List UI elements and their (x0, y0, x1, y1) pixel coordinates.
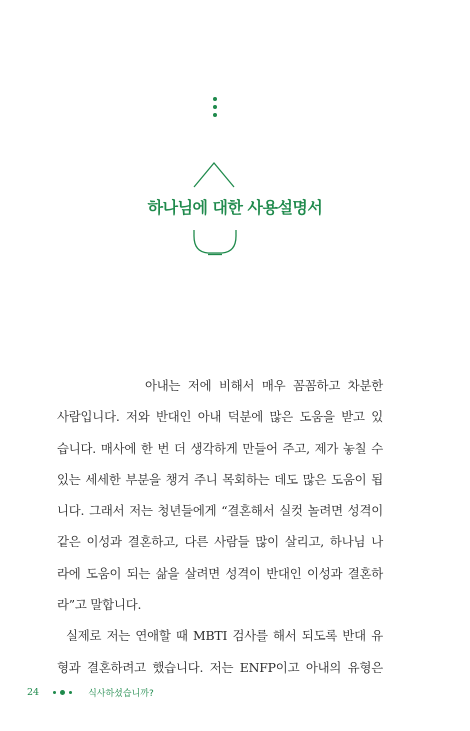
text-line: 아내는 저에 비해서 매우 꼼꼼하고 차분한 (145, 378, 383, 393)
text-line: 습니다. 매사에 한 번 더 생각하게 만들어 주고, 제가 놓칠 수 (57, 440, 383, 456)
page-footer (27, 685, 154, 699)
text-line: 라에 도움이 되는 삶을 살려면 성격이 반대인 이성과 결혼하 (57, 565, 383, 581)
body-text (57, 370, 383, 683)
running-title: 식사하셨습니까? (88, 688, 154, 699)
text-line: 사람입니다. 저와 반대인 아내 덕분에 많은 도움을 받고 있 (57, 409, 383, 425)
vertical-dots-ornament (210, 97, 220, 121)
text-line: 있는 세세한 부분을 챙겨 주니 목회하는 데도 많은 도움이 됩 (57, 471, 383, 487)
text-line: 형과 결혼하려고 했습니다. 저는 ENFP이고 아내의 유형은 (57, 659, 383, 675)
text-line: 같은 이성과 결혼하고, 다른 사람들 많이 살리고, 하나님 나 (57, 534, 383, 550)
text-line: 니다. 그래서 저는 청년들에게 “결혼해서 실컷 놀려면 성격이 (57, 503, 383, 519)
chapter-title: 하나님에 대한 사용설명서 (147, 198, 323, 217)
chevron-up-icon (193, 160, 235, 188)
footer-dots-ornament (53, 690, 76, 695)
text-line: 실제로 저는 연애할 때 MBTI 검사를 해서 되도록 반대 유 (66, 628, 383, 644)
text-line: 라”고 말합니다. (57, 597, 142, 613)
page-number: 24 (27, 686, 40, 698)
bowl-icon (191, 228, 239, 256)
